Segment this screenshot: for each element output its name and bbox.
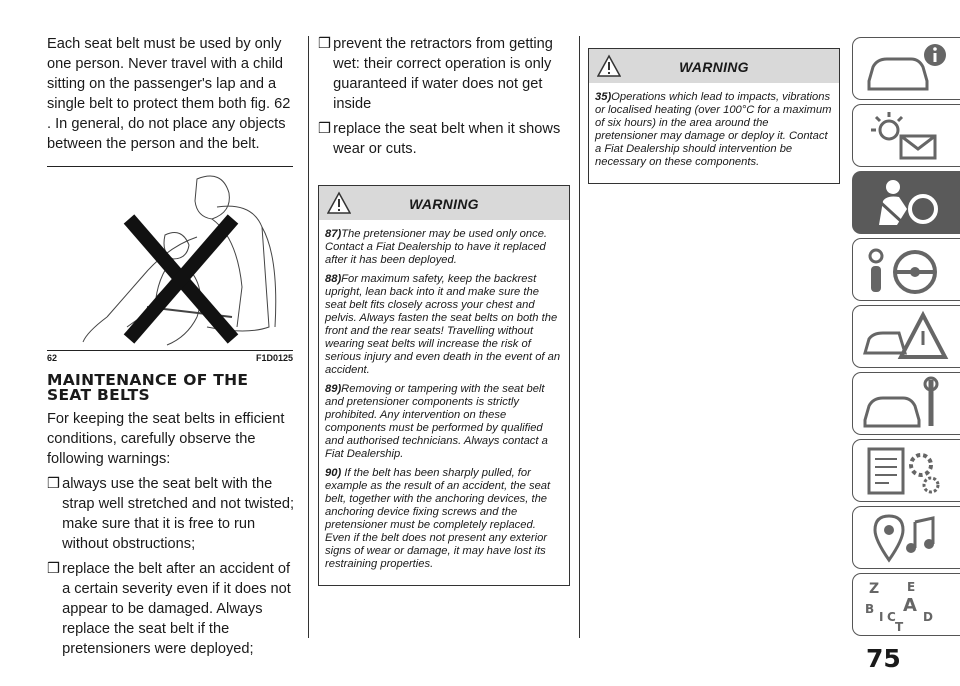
warning-body: [319, 220, 569, 585]
list-item: [47, 474, 297, 554]
warning-header: [319, 186, 569, 220]
child-on-lap-illustration: [47, 167, 293, 349]
warning-item-number: 89): [325, 383, 342, 395]
emergency-icon: [859, 309, 949, 365]
tab-safety[interactable]: [852, 171, 960, 234]
warning-box: [318, 185, 570, 586]
multimedia-icon: [859, 510, 949, 566]
warning-item: [325, 467, 563, 571]
tab-maintenance[interactable]: [852, 372, 960, 435]
intro-paragraph: Each seat belt must be used by only one person. Never travel with a child sitting on the passenger's lap and a single belt to protect them both fig. 62 . In general, do not place any objects between the person and the belt.: [47, 36, 291, 152]
right-column: [588, 48, 840, 184]
figure-number: 62: [47, 353, 58, 363]
list-item: [318, 34, 570, 114]
tab-warning-lights[interactable]: [852, 104, 960, 167]
index-icon: [859, 577, 949, 633]
tab-multimedia[interactable]: [852, 506, 960, 569]
safety-seatbelt-icon: [859, 175, 949, 231]
warning-item-number: 90): [325, 467, 342, 479]
svg-text:T: T: [895, 620, 904, 633]
figure-62: [47, 166, 293, 363]
column-divider: [579, 36, 580, 638]
warning-body: [589, 83, 839, 183]
tab-index[interactable]: [852, 573, 960, 636]
warning-item-text: Operations which lead to impacts, vibrations or localised heating (over 100°C for a maximum of six hours) in the area around the pretensioner may damage or deploy it. Contact a Fiat Dealership should intervention be necessary on these components.: [595, 91, 832, 168]
warning-header: [589, 49, 839, 83]
list-item: [47, 559, 297, 659]
tab-emergency[interactable]: [852, 305, 960, 368]
warning-item-text: If the belt has been sharply pulled, for example as the result of an accident, the seat belt, together with the anchoring devices, the anchoring device fixing screws and the pretensioner must be completely replaced. Even if the belt does not present any exterior signs of wear or damage, it may have lost its restraining properties.: [325, 467, 551, 570]
warning-item: [325, 273, 563, 377]
checkbox-bullet-icon: ❒: [47, 561, 61, 577]
left-column: [47, 34, 297, 659]
figure-caption: [47, 350, 293, 363]
list-item-text: replace the seat belt when it shows wear or cuts.: [333, 121, 561, 157]
maintenance-icon: [859, 376, 949, 432]
technical-data-icon: [859, 443, 949, 499]
warning-box: [588, 48, 840, 184]
warning-item-text: The pretensioner may be used only once. Contact a Fiat Dealership to have it replaced after it has been deployed.: [325, 228, 548, 266]
warning-item: [325, 383, 563, 461]
svg-text:I: I: [879, 610, 884, 624]
middle-column: [318, 34, 570, 586]
svg-text:Z: Z: [869, 581, 880, 597]
list-item-text: replace the belt after an accident of a certain severity even if it does not appear to be damaged. Always replace the seat belt if the pretensioners were deployed;: [62, 561, 291, 657]
car-info-icon: [859, 41, 949, 97]
tab-technical-data[interactable]: [852, 439, 960, 502]
column-divider: [308, 36, 309, 638]
warning-item-number: 88): [325, 273, 342, 285]
svg-text:D: D: [923, 610, 933, 624]
warning-lights-icon: [859, 108, 949, 164]
svg-text:B: B: [865, 602, 875, 616]
section-title: [47, 373, 297, 403]
figure-code: F1D0125: [255, 353, 293, 363]
tab-starting-driving[interactable]: [852, 238, 960, 301]
svg-text:C: C: [887, 610, 896, 624]
starting-driving-icon: [859, 242, 949, 298]
warning-title: WARNING: [679, 59, 749, 75]
warning-title: WARNING: [409, 196, 479, 212]
list-item-text: always use the seat belt with the strap well stretched and not twisted; make sure that it is free to run without obstructions;: [62, 476, 295, 552]
page-number: 75: [866, 644, 901, 673]
section-intro: For keeping the seat belts in efficient conditions, carefully observe the following warnings:: [47, 411, 285, 467]
checkbox-bullet-icon: ❒: [47, 476, 61, 492]
warning-item-number: 35): [595, 91, 612, 103]
list-item: [318, 119, 570, 159]
warning-item-number: 87): [325, 228, 342, 240]
tab-car-info[interactable]: [852, 37, 960, 100]
warning-item: [595, 91, 833, 169]
warning-item-text: For maximum safety, keep the backrest upright, lean back into it and make sure the seat belt fits closely across your chest and pelvis. Always fasten the seat belts on both the front and the rear seats! Travelling without wearing seat belts will increase the risk of serious injury and even death in the event of an accident.: [325, 273, 561, 376]
section-title-line1: MAINTENANCE OF THE: [47, 371, 249, 389]
checkbox-bullet-icon: ❒: [318, 121, 332, 137]
section-title-line2: SEAT BELTS: [47, 386, 150, 404]
warning-item-text: Removing or tampering with the seat belt and pretensioner components is strictly prohibited. Any intervention on these components must be performed by qualified and authorised technicians. Always contact a Fiat Dealership.: [325, 383, 548, 460]
svg-text:E: E: [907, 580, 916, 594]
warning-item: [325, 228, 563, 267]
checkbox-bullet-icon: ❒: [318, 36, 332, 52]
svg-text:A: A: [903, 595, 917, 616]
list-item-text: prevent the retractors from getting wet: their correct operation is only guaranteed if water does not get inside: [333, 36, 553, 112]
